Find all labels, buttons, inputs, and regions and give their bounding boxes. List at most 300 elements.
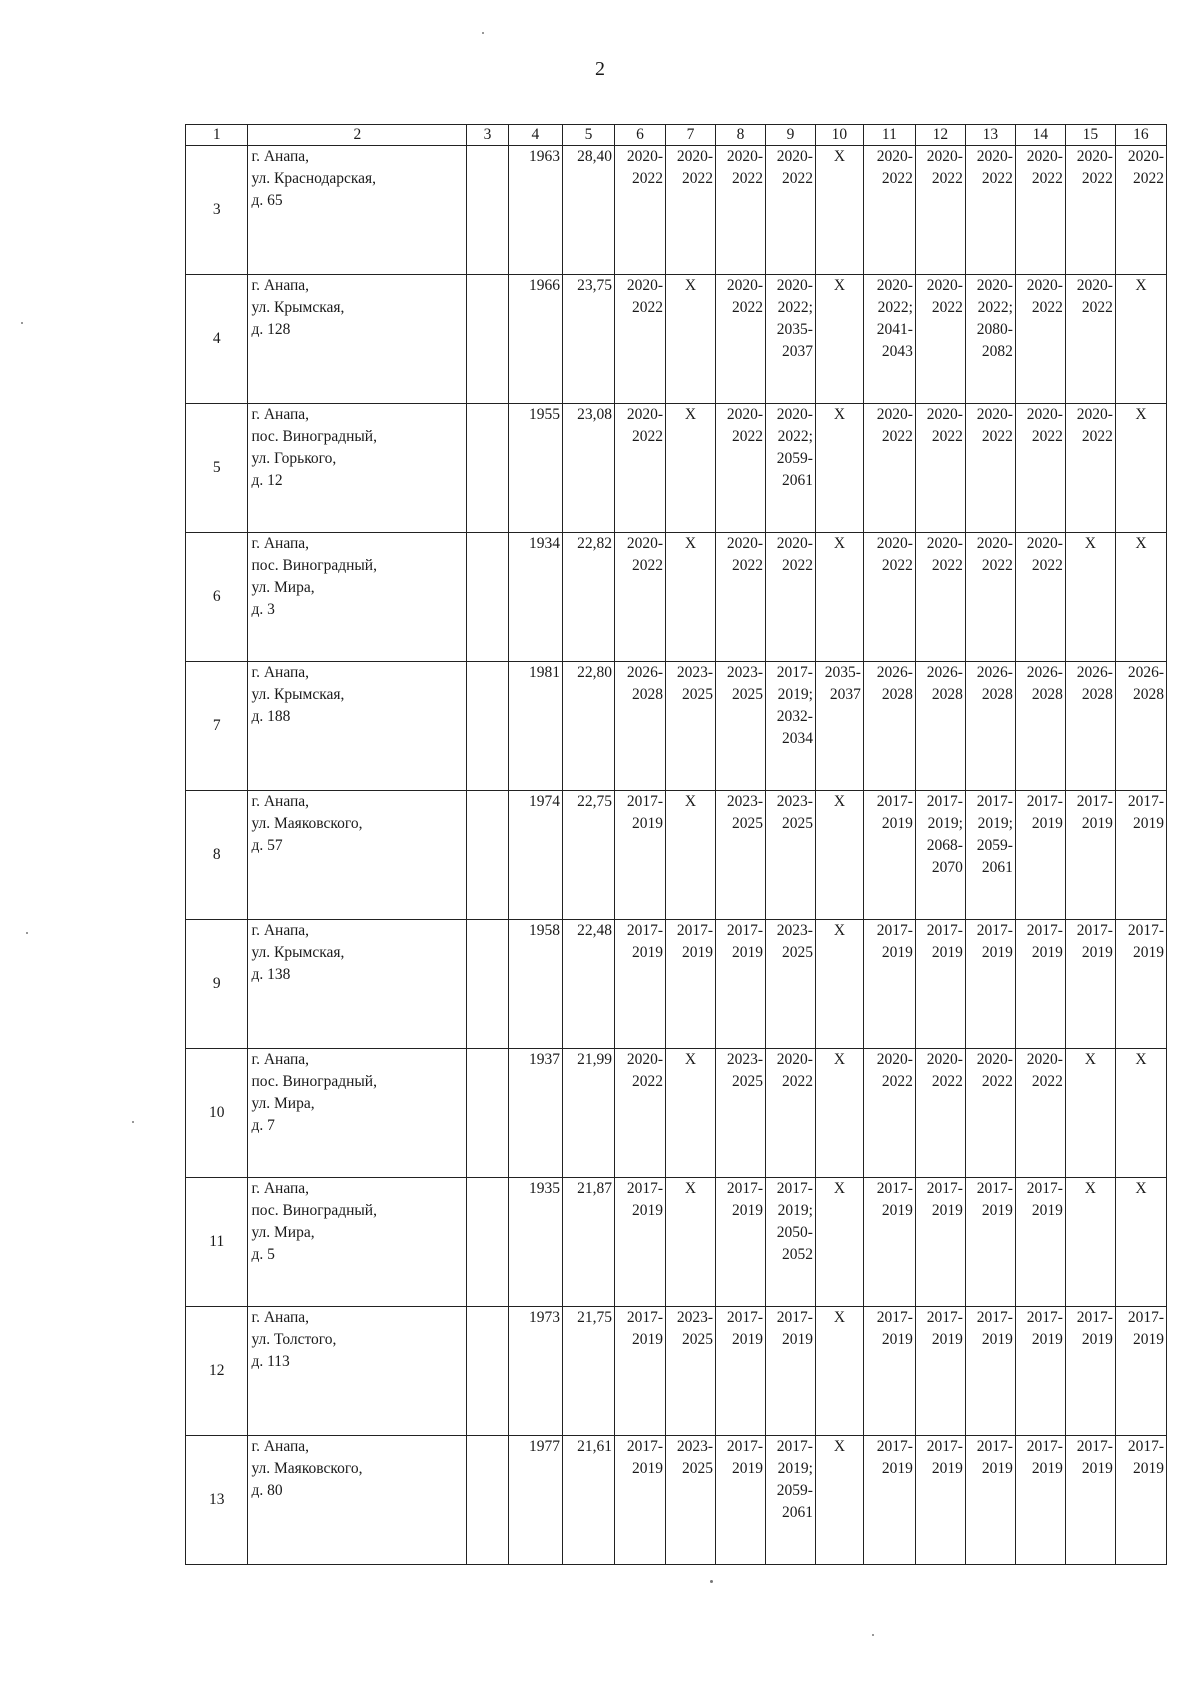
scan-speck [710,1580,713,1583]
period-cell [666,1307,716,1436]
period-line: 2020- [1026,277,1063,294]
period-line: 2019 [981,1331,1013,1348]
address-line: д. 3 [251,601,275,618]
table-row [186,533,1167,662]
period-cell [1065,275,1115,404]
period-cell [765,662,815,791]
period-line: 2022 [881,1073,913,1090]
period-cell [815,146,863,275]
period-cell [965,920,1015,1049]
period-line: 2028 [1031,686,1063,703]
empty-cell [467,1178,509,1307]
empty-cell [467,1049,509,1178]
period-line: 2017- [1026,793,1063,810]
period-line: 2019 [1081,944,1113,961]
period-line: 2023- [776,793,813,810]
empty-cell [467,275,509,404]
period-cell [965,1307,1015,1436]
period-line: 2022 [632,428,664,445]
period-line: 2022; [777,428,813,445]
period-cell [965,275,1015,404]
header-row [186,125,1167,146]
period-line: 2043 [881,343,913,360]
period-line: 2035- [776,321,813,338]
period-cell [615,920,666,1049]
year-cell: 1974 [508,791,562,920]
period-cell [1065,920,1115,1049]
row-number: 12 [186,1307,248,1436]
period-line: 2019 [881,1331,913,1348]
value-cell: 21,99 [562,1049,614,1178]
address-cell [248,1307,467,1436]
period-cell [615,662,666,791]
period-line: 2019; [777,1202,813,1219]
period-line: 2023- [726,1051,763,1068]
period-line: 2017- [726,1438,763,1455]
period-line: 2019 [1133,815,1164,832]
period-cell [915,1049,965,1178]
period-line: 2019 [632,944,664,961]
period-line: 2082 [981,343,1013,360]
period-line: 2023- [676,1438,713,1455]
year-cell: 1966 [508,275,562,404]
period-cell [965,533,1015,662]
header-cell: 11 [863,125,915,146]
period-line: 2022 [781,1073,813,1090]
period-line: 2022 [682,170,713,187]
period-cell [666,404,716,533]
scan-speck [26,932,28,934]
period-cell [765,1178,815,1307]
period-cell [615,533,666,662]
period-cell [666,1178,716,1307]
period-cell [1115,1307,1166,1436]
period-line: 2025 [731,1073,763,1090]
value-cell: 23,08 [562,404,614,533]
period-line: 2019 [1031,1460,1063,1477]
period-line: 2020- [1076,277,1113,294]
period-line: 2019 [981,1460,1013,1477]
period-cell [1065,1436,1115,1565]
period-line: X [833,535,846,552]
period-line: 2019 [1031,1202,1063,1219]
period-line: 2020- [776,148,813,165]
period-cell [666,1049,716,1178]
period-cell [1065,146,1115,275]
period-line: 2022 [731,299,763,316]
row-number: 5 [186,404,248,533]
period-line: 2020- [976,277,1013,294]
period-cell [1115,275,1166,404]
address-line: г. Анапа, [251,664,310,681]
address-line: пос. Виноградный, [251,1073,377,1090]
empty-cell [467,920,509,1049]
period-line: 2022; [977,299,1013,316]
period-line: 2022 [781,170,813,187]
period-line: 2017- [976,1180,1013,1197]
period-line: 2019; [777,1460,813,1477]
period-cell [716,146,766,275]
header-cell: 5 [562,125,614,146]
address-line: г. Анапа, [251,148,310,165]
period-cell [1065,404,1115,533]
period-line: 2026- [876,664,913,681]
period-cell [1015,1436,1065,1565]
period-cell [765,1436,815,1565]
page-number: 2 [595,58,605,80]
period-line: 2020- [776,277,813,294]
period-line: 2059- [776,1482,813,1499]
header-cell: 8 [716,125,766,146]
row-number: 7 [186,662,248,791]
period-line: 2017- [876,922,913,939]
period-line: 2020- [726,277,763,294]
period-cell [915,662,965,791]
period-cell [716,533,766,662]
value-cell: 22,48 [562,920,614,1049]
period-line: 2017- [626,1180,664,1197]
period-line: 2022 [981,428,1013,445]
period-cell [863,146,915,275]
period-line: X [1135,535,1147,552]
period-line: 2022 [731,557,763,574]
period-line: 2017- [776,1180,813,1197]
period-line: 2022 [1133,170,1164,187]
period-line: X [684,277,697,294]
period-cell [716,1436,766,1565]
period-line: X [833,277,846,294]
address-line: д. 5 [251,1246,275,1263]
period-cell [716,275,766,404]
period-line: 2025 [781,815,813,832]
period-line: 2019 [682,944,713,961]
empty-cell [467,791,509,920]
period-line: 2019 [1031,944,1063,961]
period-line: 2019 [632,1202,664,1219]
period-line: 2020- [876,277,913,294]
period-line: 2019 [731,1202,763,1219]
period-line: 2020- [976,535,1013,552]
period-cell [863,533,915,662]
period-line: X [684,1180,697,1197]
period-cell [765,533,815,662]
address-line: г. Анапа, [251,1309,310,1326]
period-line: 2017- [1026,1309,1063,1326]
table-row [186,275,1167,404]
period-line: 2022 [881,170,913,187]
period-line: 2022 [1031,170,1063,187]
period-line: 2020- [1026,148,1063,165]
period-cell [716,920,766,1049]
value-cell: 22,75 [562,791,614,920]
address-line: ул. Крымская, [251,944,345,961]
header-cell: 7 [666,125,716,146]
address-line: пос. Виноградный, [251,428,377,445]
period-line: 2022 [731,428,763,445]
period-cell [863,1436,915,1565]
period-cell [765,791,815,920]
address-cell [248,662,467,791]
period-cell [765,1049,815,1178]
address-line: г. Анапа, [251,922,310,939]
period-line: 2061 [781,472,813,489]
table-row [186,1049,1167,1178]
period-line: 2022 [1031,1073,1063,1090]
period-line: 2023- [776,922,813,939]
period-line: 2020- [626,277,664,294]
period-line: 2019 [881,815,913,832]
period-cell [1015,275,1065,404]
period-line: 2023- [726,793,763,810]
period-cell [1115,404,1166,533]
address-line: ул. Мира, [251,579,315,596]
period-cell [915,533,965,662]
period-line: 2025 [682,1331,713,1348]
period-line: 2019 [731,1331,763,1348]
period-line: X [833,793,846,810]
period-cell [666,1436,716,1565]
period-cell [716,1049,766,1178]
address-line: ул. Краснодарская, [251,170,377,187]
period-line: X [1084,1180,1096,1197]
header-cell: 1 [186,125,248,146]
table-row [186,662,1167,791]
period-line: 2059- [976,837,1013,854]
period-line: 2032- [776,708,813,725]
period-line: 2026- [976,664,1013,681]
period-cell [915,791,965,920]
period-line: X [1135,1051,1147,1068]
period-line: 2028 [881,686,913,703]
period-line: 2026- [926,664,963,681]
period-cell [1115,1436,1166,1565]
period-line: 2028 [1081,686,1113,703]
period-line: 2020- [926,406,963,423]
period-line: 2019 [881,944,913,961]
period-line: 2022 [981,557,1013,574]
row-number: 6 [186,533,248,662]
period-line: 2020- [726,148,763,165]
row-number: 10 [186,1049,248,1178]
period-cell [965,1049,1015,1178]
period-cell [965,662,1015,791]
period-line: 2022 [1031,557,1063,574]
table-row [186,1436,1167,1565]
period-line: 2019 [1133,1331,1164,1348]
header-cell: 4 [508,125,562,146]
period-cell [716,1178,766,1307]
period-line: 2020- [776,535,813,552]
address-line: ул. Маяковского, [251,815,363,832]
period-cell [815,1436,863,1565]
header-cell: 2 [248,125,467,146]
period-line: 2017- [1026,1438,1063,1455]
period-cell [915,404,965,533]
period-cell [863,404,915,533]
period-line: X [833,1051,846,1068]
period-line: 2019 [931,1331,963,1348]
period-cell [1015,1049,1065,1178]
period-line: 2017- [926,922,963,939]
period-line: 2061 [981,859,1013,876]
period-line: 2022 [931,428,963,445]
period-line: 2019 [1081,815,1113,832]
period-cell [765,920,815,1049]
empty-cell [467,662,509,791]
value-cell: 28,40 [562,146,614,275]
period-line: 2017- [926,1309,963,1326]
period-line: 2019 [1081,1460,1113,1477]
period-cell [863,275,915,404]
period-line: 2020- [726,535,763,552]
period-line: 2022 [931,170,963,187]
table-row [186,1178,1167,1307]
period-line: 2025 [682,1460,713,1477]
scan-speck [872,1634,874,1636]
period-cell [615,791,666,920]
row-number: 3 [186,146,248,275]
period-line: X [833,148,846,165]
period-line: 2019 [1133,944,1164,961]
period-cell [815,404,863,533]
period-line: 2020- [726,406,763,423]
period-line: 2017- [876,1180,913,1197]
period-line: 2041- [876,321,913,338]
year-cell: 1937 [508,1049,562,1178]
period-cell [666,791,716,920]
period-cell [666,146,716,275]
period-cell [815,791,863,920]
period-line: 2017- [876,793,913,810]
period-cell [863,662,915,791]
period-line: 2020- [626,148,664,165]
period-line: 2022 [1031,299,1063,316]
period-line: 2020- [1076,148,1113,165]
period-cell [765,146,815,275]
period-line: 2017- [876,1309,913,1326]
period-cell [1015,404,1065,533]
period-line: 2017- [926,793,963,810]
period-cell [666,533,716,662]
address-line: пос. Виноградный, [251,557,377,574]
period-line: 2022 [1081,170,1113,187]
period-line: 2019 [1031,1331,1063,1348]
period-line: 2034 [781,730,813,747]
period-cell [915,1307,965,1436]
period-line: 2028 [632,686,664,703]
period-cell [1065,662,1115,791]
period-cell [615,275,666,404]
period-line: 2020- [876,1051,913,1068]
period-cell [915,1178,965,1307]
period-line: X [833,922,846,939]
period-line: 2022 [781,557,813,574]
period-line: 2019 [1133,1460,1164,1477]
period-line: 2017- [776,664,813,681]
empty-cell [467,1307,509,1436]
period-line: 2020- [876,148,913,165]
period-cell [965,791,1015,920]
period-cell [1015,533,1065,662]
header-cell: 15 [1065,125,1115,146]
period-line: 2017- [1076,793,1113,810]
empty-cell [467,404,509,533]
address-line: д. 128 [251,321,291,338]
period-line: 2028 [981,686,1013,703]
period-line: 2020- [1026,1051,1063,1068]
period-line: 2020- [926,277,963,294]
period-cell [716,662,766,791]
schedule-table [185,124,1167,1565]
table-row [186,1307,1167,1436]
period-cell [965,404,1015,533]
period-cell [1015,920,1065,1049]
header-cell: 16 [1115,125,1166,146]
period-line: 2028 [931,686,963,703]
header-cell: 9 [765,125,815,146]
address-line: д. 80 [251,1482,283,1499]
scan-speck [132,1121,134,1123]
period-line: 2028 [1133,686,1164,703]
period-line: 2022 [632,299,664,316]
period-line: 2020- [926,148,963,165]
period-line: 2017- [926,1180,963,1197]
year-cell: 1935 [508,1178,562,1307]
period-cell [815,1049,863,1178]
period-cell [615,404,666,533]
address-line: д. 7 [251,1117,275,1134]
period-line: 2017- [926,1438,963,1455]
address-cell [248,920,467,1049]
period-line: 2022 [931,299,963,316]
period-line: 2025 [781,944,813,961]
period-line: 2017- [776,1309,813,1326]
period-cell [765,275,815,404]
period-line: 2020- [1026,535,1063,552]
period-cell [1115,1049,1166,1178]
address-line: г. Анапа, [251,277,310,294]
row-number: 13 [186,1436,248,1565]
period-cell [1015,791,1065,920]
period-cell [915,1436,965,1565]
period-line: 2025 [682,686,713,703]
scan-speck [21,322,23,324]
period-cell [1115,791,1166,920]
period-cell [1115,920,1166,1049]
period-line: 2017- [1026,1180,1063,1197]
address-cell [248,404,467,533]
period-line: X [1084,1051,1096,1068]
period-cell [615,1307,666,1436]
period-cell [666,920,716,1049]
value-cell: 22,82 [562,533,614,662]
period-line: 2017- [1127,793,1164,810]
period-cell [1065,533,1115,662]
period-line: 2022 [731,170,763,187]
period-line: 2020- [876,535,913,552]
period-line: 2019 [1031,815,1063,832]
period-line: 2017- [626,1309,664,1326]
period-cell [815,920,863,1049]
period-line: 2022 [981,1073,1013,1090]
period-line: 2017- [726,1309,763,1326]
period-cell [1115,662,1166,791]
address-line: ул. Мира, [251,1224,315,1241]
period-cell [615,146,666,275]
header-cell: 6 [615,125,666,146]
period-cell [815,275,863,404]
period-cell [815,1307,863,1436]
